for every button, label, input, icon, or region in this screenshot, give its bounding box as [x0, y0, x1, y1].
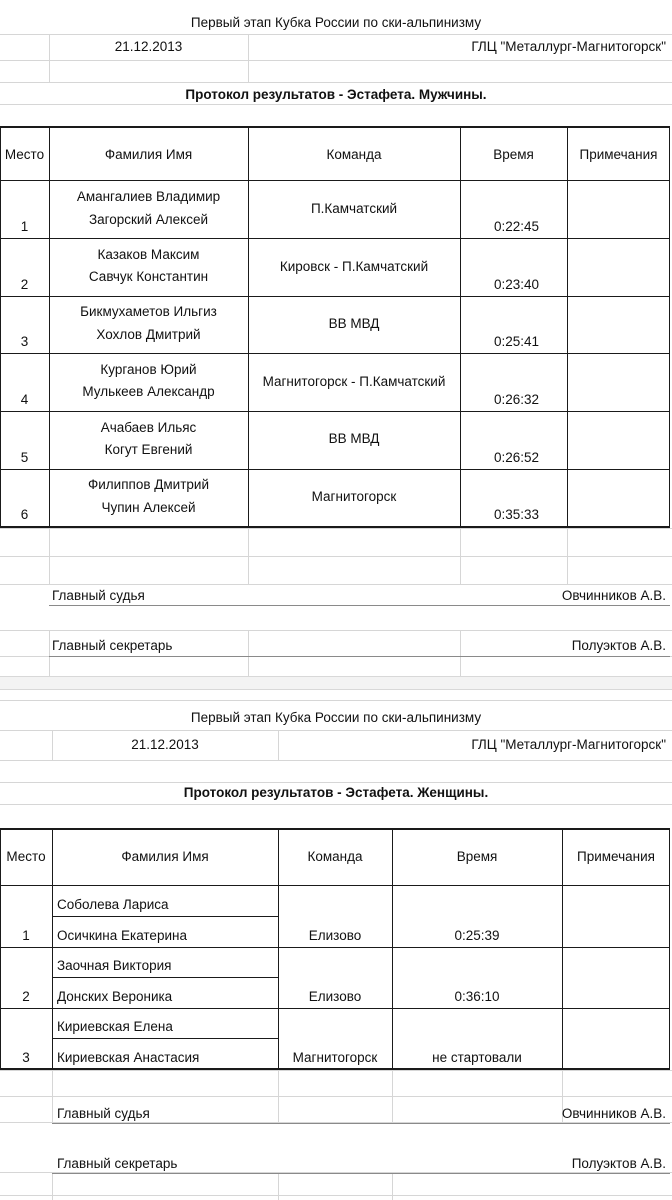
row-place: 2	[20, 277, 29, 292]
chief-secretary-name: Полуэктов А.В.	[571, 1156, 666, 1171]
header-team: Команда	[307, 849, 363, 864]
row-place: 1	[20, 219, 29, 234]
row-team: Кировск - П.Камчатский	[279, 259, 429, 274]
row-time: 0:23:40	[493, 277, 539, 292]
row-place: 1	[22, 928, 30, 943]
event-venue: ГЛЦ "Металлург-Магнитогорск"	[471, 737, 666, 752]
row-team: П.Камчатский	[310, 201, 398, 216]
chief-judge-signature-line	[49, 605, 670, 606]
row-team: Магнитогорск	[292, 1050, 378, 1065]
chief-secretary-label: Главный секретарь	[57, 1156, 178, 1171]
row-team: ВВ МВД	[328, 316, 380, 331]
row-name-2: Загорский Алексей	[88, 212, 209, 227]
row-time: 0:36:10	[454, 989, 500, 1004]
header-name: Фамилия Имя	[104, 147, 193, 162]
chief-secretary-signature-line	[52, 1173, 670, 1174]
header-team: Команда	[326, 147, 382, 162]
row-name-2: Савчук Константин	[88, 269, 209, 284]
row-name-1: Казаков Максим	[97, 247, 200, 262]
row-name-2: Хохлов Дмитрий	[96, 327, 201, 342]
protocol-title: Протокол результатов - Эстафета. Женщины.	[183, 785, 489, 800]
row-name-2: Когут Евгений	[104, 442, 193, 457]
row-team: Елизово	[308, 989, 362, 1004]
header-place: Место	[6, 849, 46, 864]
row-time: 0:26:32	[493, 392, 539, 407]
chief-judge-signature-line	[52, 1123, 670, 1124]
row-time: 0:25:39	[454, 928, 500, 943]
chief-secretary-signature-line	[49, 656, 670, 657]
header-notes: Примечания	[577, 849, 655, 864]
row-name-1: Курганов Юрий	[100, 362, 197, 377]
row-time: 0:26:52	[493, 450, 539, 465]
event-date: 21.12.2013	[131, 737, 199, 752]
row-place: 2	[22, 989, 30, 1004]
row-team: Магнитогорск	[311, 489, 397, 504]
row-name-1: Заочная Виктория	[57, 958, 172, 973]
row-place: 4	[20, 392, 29, 407]
row-place: 6	[20, 507, 29, 522]
row-name-2: Кириевская Анастасия	[57, 1050, 200, 1065]
chief-judge-name: Овчинников А.В.	[561, 588, 666, 603]
row-team: Елизово	[308, 928, 362, 943]
row-name-1: Бикмухаметов Ильгиз	[80, 304, 217, 319]
women-protocol-sheet	[0, 690, 672, 1200]
row-name-2: Чупин Алексей	[101, 500, 196, 515]
event-date: 21.12.2013	[114, 39, 183, 54]
row-time: 0:25:41	[493, 334, 539, 349]
row-name-2: Осичкина Екатерина	[57, 928, 187, 943]
sheet-separator	[0, 676, 672, 690]
row-team: Магнитогорск - П.Камчатский	[262, 374, 446, 389]
event-title: Первый этап Кубка России по ски-альпинизму	[190, 710, 482, 725]
row-name-2: Мулькеев Александр	[82, 384, 215, 399]
row-place: 3	[20, 334, 29, 349]
row-name-1: Амангалиев Владимир	[76, 189, 221, 204]
chief-secretary-label: Главный секретарь	[52, 638, 173, 653]
row-name-1: Кириевская Елена	[57, 1019, 173, 1034]
header-time: Время	[493, 147, 534, 162]
header-place: Место	[4, 147, 45, 162]
row-place: 3	[22, 1050, 30, 1065]
header-notes: Примечания	[579, 147, 658, 162]
chief-judge-name: Овчинников А.В.	[561, 1106, 666, 1121]
header-time: Время	[456, 849, 498, 864]
row-time: не стартовали	[432, 1050, 522, 1065]
row-name-1: Соболева Лариса	[57, 897, 169, 912]
row-time: 0:22:45	[493, 219, 539, 234]
header-name: Фамилия Имя	[121, 849, 209, 864]
row-name-1: Ачабаев Ильяс	[100, 420, 197, 435]
row-time: 0:35:33	[493, 507, 539, 522]
row-team: ВВ МВД	[328, 431, 380, 446]
protocol-title: Протокол результатов - Эстафета. Мужчины.	[185, 87, 487, 102]
chief-judge-label: Главный судья	[52, 588, 145, 603]
event-title: Первый этап Кубка России по ски-альпинизму	[190, 15, 482, 30]
row-name-1: Филиппов Дмитрий	[87, 477, 209, 492]
chief-secretary-name: Полуэктов А.В.	[571, 638, 666, 653]
event-venue: ГЛЦ "Металлург-Магнитогорск"	[471, 39, 666, 54]
row-place: 5	[20, 450, 29, 465]
row-name-2: Донских Вероника	[57, 989, 173, 1004]
chief-judge-label: Главный судья	[57, 1106, 150, 1121]
